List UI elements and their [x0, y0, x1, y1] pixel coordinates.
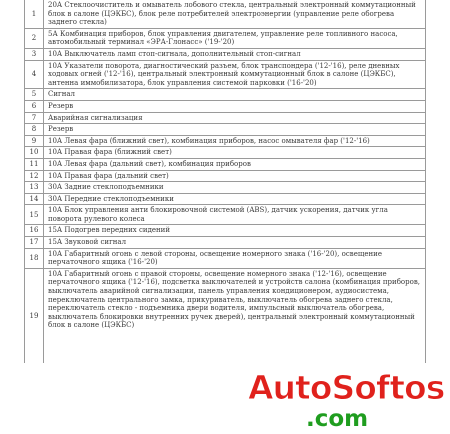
fuse-number: 9 — [25, 135, 44, 147]
table-row — [25, 89, 426, 101]
table-row — [25, 170, 426, 182]
fuse-number: 2 — [25, 28, 44, 48]
fuse-number: 13 — [25, 182, 44, 194]
fuse-description: Сигнал — [44, 89, 426, 101]
table-row — [25, 0, 426, 28]
table-row — [25, 112, 426, 124]
fuse-description: 20А Стеклоочиститель и омыватель лобового стекла, центральный электронный коммутационный блок в салоне (ЦЭКБС), блок реле потребителей электроэнергии (управление реле обогрева заднего стекла) — [44, 0, 426, 28]
fuse-description: 10А Правая фара (дальний свет) — [44, 170, 426, 182]
fuse-table — [24, 0, 426, 363]
table-row — [25, 48, 426, 60]
fuse-number: 11 — [25, 158, 44, 170]
table-row — [25, 100, 426, 112]
fuse-number: 19 — [25, 268, 44, 363]
fuse-number: 7 — [25, 112, 44, 124]
fuse-number: 16 — [25, 225, 44, 237]
table-row — [25, 225, 426, 237]
fuse-description: 10А Левая фара (ближний свет), комбинация приборов, насос омывателя фар ('12-'16) — [44, 135, 426, 147]
watermark-title: AutoSoftos — [248, 368, 445, 407]
fuse-number: 12 — [25, 170, 44, 182]
fuse-number: 17 — [25, 237, 44, 249]
fuse-description: 10А Габаритный огонь с правой стороны, освещение номерного знака ('12-'16), освещение перчаточного ящика ('12-'16), подсветка выключателей и устройств салона (комбинация приборов, выключатель аварийной сигнализации, панель управления кондиционером, аудиосистема, переключатель центрального замка, прикуриватель, выключатель обогрева заднего стекла, переключатель стекло - подъемника двери водителя, импульсный выключатель обогрева, выключатель блокировки внутренних ручек дверей), центральный электронный коммутационный блок в салоне (ЦЭКБС) — [44, 268, 426, 363]
fuse-number: 18 — [25, 248, 44, 268]
fuse-number: 1 — [25, 0, 44, 28]
fuse-description: 30А Передние стеклоподъемники — [44, 193, 426, 205]
fuse-number: 5 — [25, 89, 44, 101]
fuse-description: 5А Комбинация приборов, блок управления двигателем, управление реле топливного насоса, автомобильный терминал «ЭРА-Глонасс» ('19-'20) — [44, 28, 426, 48]
fuse-description: Резерв — [44, 100, 426, 112]
fuse-description: 15А Подогрев передних сидений — [44, 225, 426, 237]
fuse-description: Резерв — [44, 124, 426, 136]
fuse-description: Аварийная сигнализация — [44, 112, 426, 124]
fuse-description: 30А Задние стеклоподъемники — [44, 182, 426, 194]
site-watermark — [248, 368, 450, 434]
fuse-description: 10А Габаритный огонь с левой стороны, освещение номерного знака ('16-'20), освещение перчаточного ящика ('16-'20) — [44, 248, 426, 268]
table-row — [25, 248, 426, 268]
fuse-table-body — [25, 0, 426, 363]
fuse-description: 10А Указатели поворота, диагностический разъем, блок транспондера ('12-'16), реле дневных ходовых огней ('12-'16), центральный электронный коммутационный блок в салоне (ЦЭКБС), антенна иммобилизатора, блок управления системой парковки ('16-'20) — [44, 60, 426, 89]
table-row — [25, 28, 426, 48]
table-row — [25, 237, 426, 249]
watermark-domain: .com — [306, 406, 369, 432]
fuse-number: 14 — [25, 193, 44, 205]
fuse-description: 10А Левая фара (дальний свет), комбинация приборов — [44, 158, 426, 170]
table-row — [25, 193, 426, 205]
fuse-number: 15 — [25, 205, 44, 225]
table-row — [25, 135, 426, 147]
table-row — [25, 147, 426, 159]
table-row — [25, 158, 426, 170]
fuse-description: 15А Звуковой сигнал — [44, 237, 426, 249]
fuse-number: 4 — [25, 60, 44, 89]
fuse-number: 10 — [25, 147, 44, 159]
fuse-number: 6 — [25, 100, 44, 112]
table-row — [25, 268, 426, 363]
table-row — [25, 60, 426, 89]
fuse-number: 3 — [25, 48, 44, 60]
fuse-description: 10А Выключатель ламп стоп-сигнала, дополнительный стоп-сигнал — [44, 48, 426, 60]
fuse-number: 8 — [25, 124, 44, 136]
table-row — [25, 182, 426, 194]
table-row — [25, 205, 426, 225]
fuse-description: 10А Правая фара (ближний свет) — [44, 147, 426, 159]
table-row — [25, 124, 426, 136]
fuse-description: 10А Блок управления анти блокировочной системой (ABS), датчик ускорения, датчик угла поворота рулевого колеса — [44, 205, 426, 225]
